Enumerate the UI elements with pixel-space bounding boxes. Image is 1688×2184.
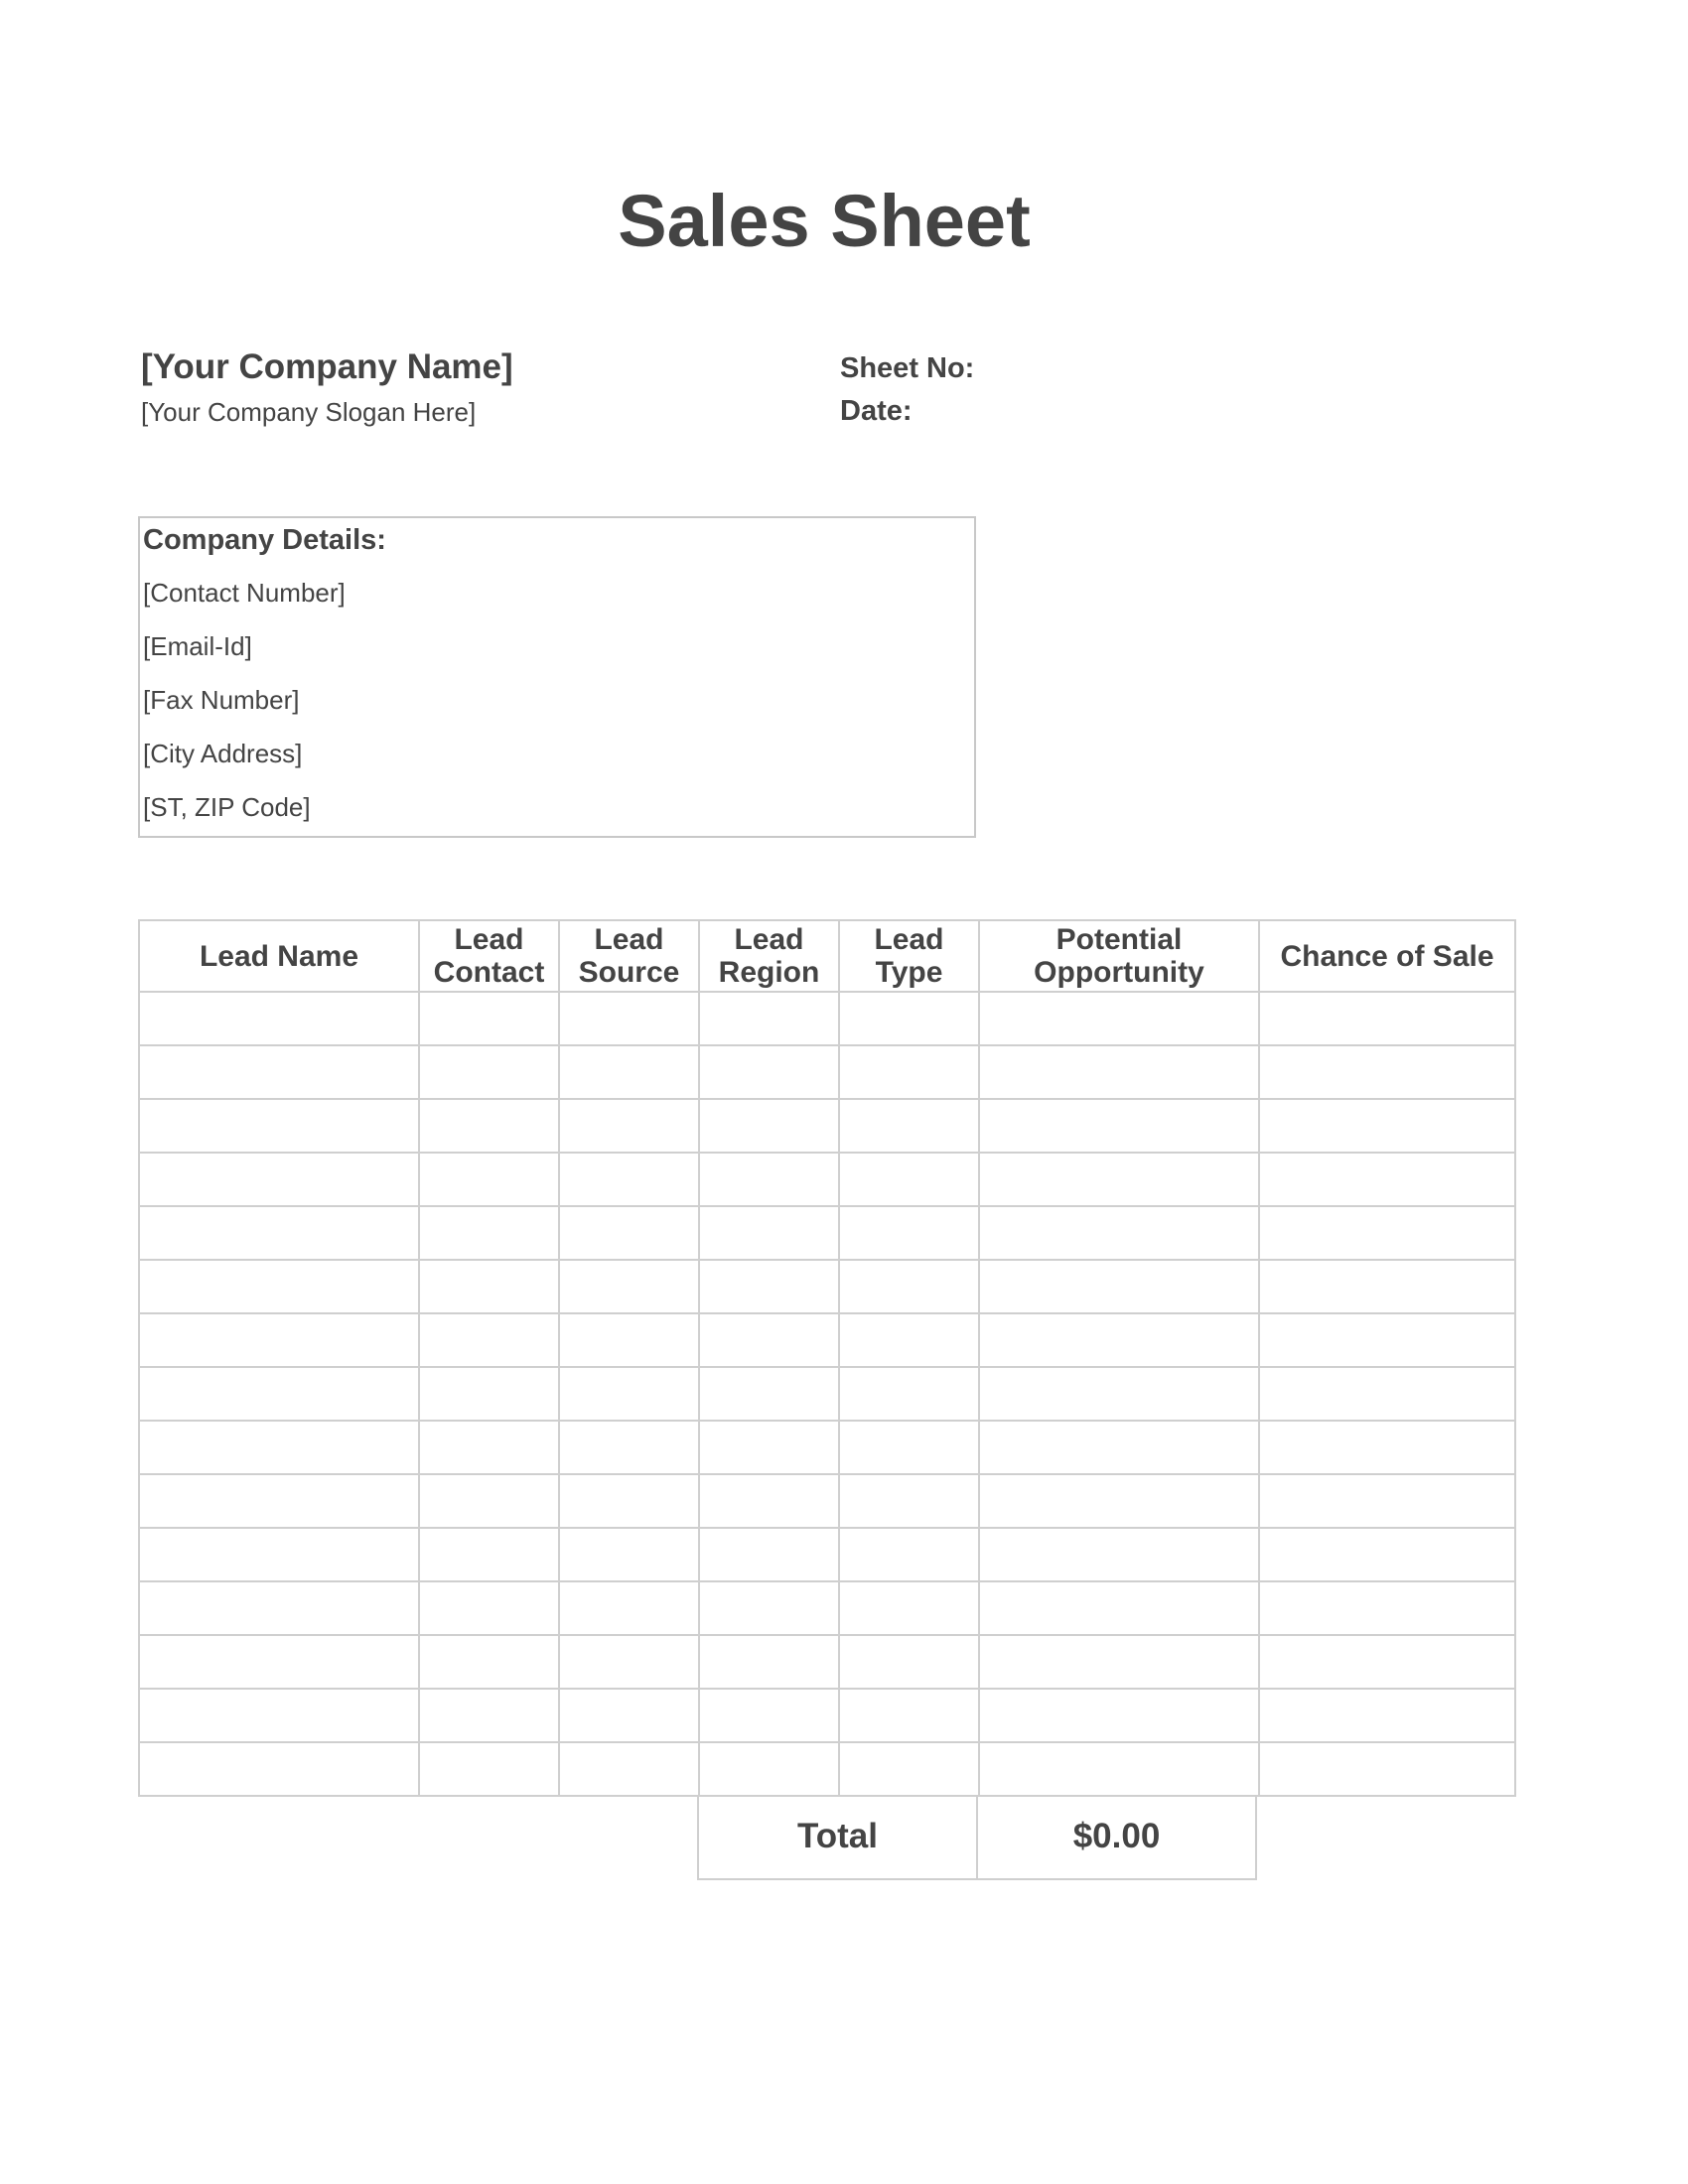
table-cell[interactable] <box>979 1742 1259 1796</box>
column-header-text: Lead Name <box>199 939 359 973</box>
table-cell[interactable] <box>1259 992 1515 1045</box>
table-cell[interactable] <box>139 1313 419 1367</box>
table-row <box>139 1045 1515 1099</box>
table-cell[interactable] <box>839 1474 979 1528</box>
table-cell[interactable] <box>559 1742 699 1796</box>
table-cell[interactable] <box>419 1206 559 1260</box>
table-row <box>139 1421 1515 1474</box>
table-row <box>139 992 1515 1045</box>
table-cell[interactable] <box>699 1581 839 1635</box>
table-cell[interactable] <box>139 1260 419 1313</box>
table-row <box>139 1635 1515 1689</box>
table-cell[interactable] <box>139 1421 419 1474</box>
table-cell[interactable] <box>419 1421 559 1474</box>
table-cell[interactable] <box>419 1099 559 1153</box>
table-cell[interactable] <box>699 1635 839 1689</box>
table-row <box>139 1742 1515 1796</box>
table-cell[interactable] <box>699 1742 839 1796</box>
table-cell[interactable] <box>839 1689 979 1742</box>
table-cell[interactable] <box>419 1367 559 1421</box>
table-cell[interactable] <box>839 1260 979 1313</box>
table-cell[interactable] <box>1259 1581 1515 1635</box>
table-cell[interactable] <box>559 1689 699 1742</box>
table-cell[interactable] <box>979 1421 1259 1474</box>
table-cell[interactable] <box>1259 1045 1515 1099</box>
column-header-chance-of-sale <box>1259 920 1515 992</box>
sheet-no-label: Sheet No: <box>840 352 975 384</box>
table-cell[interactable] <box>559 1635 699 1689</box>
table-cell[interactable] <box>139 1528 419 1581</box>
table-cell[interactable] <box>979 1313 1259 1367</box>
company-name: [Your Company Name] <box>141 347 513 386</box>
column-header-text: Region <box>718 956 820 989</box>
table-cell[interactable] <box>979 1045 1259 1099</box>
table-cell[interactable] <box>559 1421 699 1474</box>
table-cell[interactable] <box>839 992 979 1045</box>
table-cell[interactable] <box>1259 1474 1515 1528</box>
table-cell[interactable] <box>979 1528 1259 1581</box>
table-cell[interactable] <box>419 1153 559 1206</box>
column-header-lead-region <box>699 920 839 992</box>
table-cell[interactable] <box>699 1474 839 1528</box>
table-cell[interactable] <box>1259 1635 1515 1689</box>
table-row <box>139 1528 1515 1581</box>
table-row <box>139 1260 1515 1313</box>
column-header-text: Lead <box>734 923 804 956</box>
column-header-text: Contact <box>433 956 545 989</box>
table-row <box>139 1581 1515 1635</box>
table-cell[interactable] <box>839 1099 979 1153</box>
leads-table <box>138 919 1516 1797</box>
table-cell[interactable] <box>979 1367 1259 1421</box>
table-cell[interactable] <box>699 1153 839 1206</box>
table-cell[interactable] <box>1259 1421 1515 1474</box>
table-cell[interactable] <box>559 1474 699 1528</box>
table-cell[interactable] <box>979 1635 1259 1689</box>
table-cell[interactable] <box>699 1260 839 1313</box>
table-cell[interactable] <box>419 1260 559 1313</box>
page-title: Sales Sheet <box>618 180 1031 262</box>
column-header-text: Chance of Sale <box>1280 939 1494 973</box>
table-cell[interactable] <box>1259 1206 1515 1260</box>
column-header-lead-contact <box>419 920 559 992</box>
table-cell[interactable] <box>1259 1528 1515 1581</box>
company-details-title: Company Details: <box>143 524 386 556</box>
column-header-text: Opportunity <box>1034 956 1204 989</box>
company-details-box <box>138 516 976 838</box>
table-cell[interactable] <box>559 1153 699 1206</box>
total-value: $0.00 <box>976 1795 1257 1880</box>
table-row <box>139 1099 1515 1153</box>
table-cell[interactable] <box>419 1528 559 1581</box>
table-cell[interactable] <box>699 1421 839 1474</box>
table-cell[interactable] <box>979 1206 1259 1260</box>
table-cell[interactable] <box>139 1635 419 1689</box>
column-header-text: Lead <box>874 923 944 956</box>
table-cell[interactable] <box>1259 1260 1515 1313</box>
table-cell[interactable] <box>699 1045 839 1099</box>
table-row <box>139 1367 1515 1421</box>
company-slogan: [Your Company Slogan Here] <box>141 397 477 427</box>
table-cell[interactable] <box>559 1528 699 1581</box>
table-cell[interactable] <box>419 1742 559 1796</box>
date-label: Date: <box>840 395 913 427</box>
table-cell[interactable] <box>839 1528 979 1581</box>
table-cell[interactable] <box>1259 1742 1515 1796</box>
table-cell[interactable] <box>979 992 1259 1045</box>
table-cell[interactable] <box>699 1689 839 1742</box>
table-cell[interactable] <box>1259 1099 1515 1153</box>
table-cell[interactable] <box>139 992 419 1045</box>
table-cell[interactable] <box>979 1689 1259 1742</box>
table-cell[interactable] <box>559 1260 699 1313</box>
table-cell[interactable] <box>559 1045 699 1099</box>
column-header-lead-source <box>559 920 699 992</box>
header-row <box>139 920 1515 992</box>
column-header-lead-type <box>839 920 979 992</box>
table-cell[interactable] <box>139 1099 419 1153</box>
table-cell[interactable] <box>139 1742 419 1796</box>
table-cell[interactable] <box>699 992 839 1045</box>
table-cell[interactable] <box>979 1581 1259 1635</box>
table-body <box>139 992 1515 1796</box>
table-cell[interactable] <box>839 1313 979 1367</box>
column-header-potential-opportunity <box>979 920 1259 992</box>
table-row <box>139 1206 1515 1260</box>
table-cell[interactable] <box>979 1153 1259 1206</box>
table-row <box>139 1474 1515 1528</box>
table-cell[interactable] <box>699 1099 839 1153</box>
table-cell[interactable] <box>139 1474 419 1528</box>
table-cell[interactable] <box>139 1206 419 1260</box>
table-row <box>139 1689 1515 1742</box>
contact-number: [Contact Number] <box>143 578 346 608</box>
table-cell[interactable] <box>139 1045 419 1099</box>
table-cell[interactable] <box>979 1260 1259 1313</box>
table-cell[interactable] <box>979 1099 1259 1153</box>
column-header-lead-name <box>139 920 419 992</box>
table-cell[interactable] <box>419 1045 559 1099</box>
table-cell[interactable] <box>839 1581 979 1635</box>
email-id: [Email-Id] <box>143 631 252 661</box>
table-cell[interactable] <box>699 1313 839 1367</box>
table-cell[interactable] <box>419 1474 559 1528</box>
table-cell[interactable] <box>559 1581 699 1635</box>
table-cell[interactable] <box>419 1581 559 1635</box>
table-cell[interactable] <box>1259 1153 1515 1206</box>
table-cell[interactable] <box>839 1421 979 1474</box>
table-row <box>139 1153 1515 1206</box>
column-header-text: Source <box>578 956 680 989</box>
table-cell[interactable] <box>699 1206 839 1260</box>
table-cell[interactable] <box>559 1206 699 1260</box>
table-cell[interactable] <box>1259 1313 1515 1367</box>
table-cell[interactable] <box>139 1581 419 1635</box>
table-cell[interactable] <box>839 1045 979 1099</box>
table-cell[interactable] <box>839 1742 979 1796</box>
table-cell[interactable] <box>419 1635 559 1689</box>
table-cell[interactable] <box>559 1313 699 1367</box>
table-cell[interactable] <box>1259 1689 1515 1742</box>
table-cell[interactable] <box>699 1528 839 1581</box>
fax-number: [Fax Number] <box>143 685 300 715</box>
table-cell[interactable] <box>1259 1367 1515 1421</box>
table-cell[interactable] <box>139 1367 419 1421</box>
table-cell[interactable] <box>559 992 699 1045</box>
table-cell[interactable] <box>559 1099 699 1153</box>
table-cell[interactable] <box>139 1153 419 1206</box>
table-row <box>139 1313 1515 1367</box>
column-header-text: Lead <box>454 923 524 956</box>
table-cell[interactable] <box>419 1689 559 1742</box>
table-cell[interactable] <box>419 992 559 1045</box>
table-cell[interactable] <box>699 1367 839 1421</box>
column-header-text: Potential <box>1055 923 1183 956</box>
column-header-text: Type <box>875 956 943 989</box>
table-cell[interactable] <box>839 1206 979 1260</box>
table-cell[interactable] <box>839 1635 979 1689</box>
table-cell[interactable] <box>419 1313 559 1367</box>
table-cell[interactable] <box>839 1367 979 1421</box>
st-zip-code: [ST, ZIP Code] <box>143 792 311 822</box>
column-header-text: Lead <box>594 923 664 956</box>
table-cell[interactable] <box>139 1689 419 1742</box>
table-cell[interactable] <box>839 1153 979 1206</box>
total-label: Total <box>697 1795 978 1880</box>
city-address: [City Address] <box>143 739 303 768</box>
table-cell[interactable] <box>559 1367 699 1421</box>
table-cell[interactable] <box>979 1474 1259 1528</box>
